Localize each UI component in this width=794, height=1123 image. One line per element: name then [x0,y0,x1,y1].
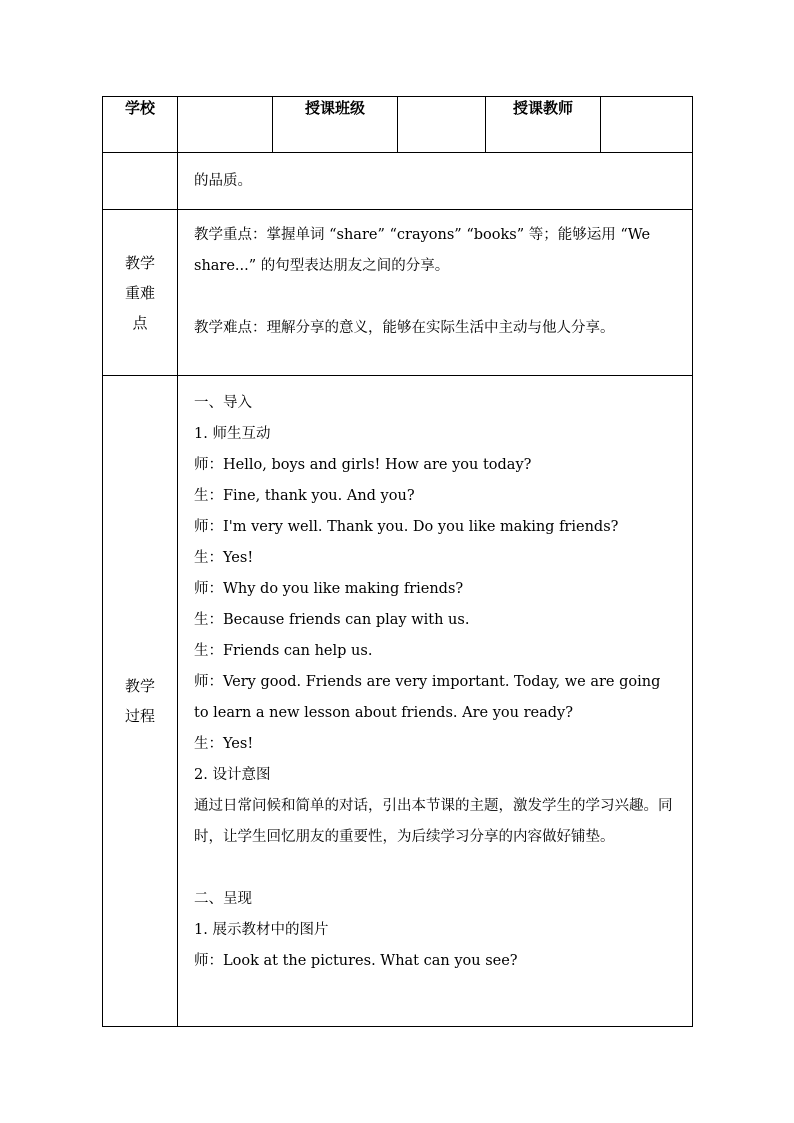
difficult-points-text: 教学难点：理解分享的意义，能够在实际生活中主动与他人分享。 [194,320,615,336]
goals-tail-text: 的品质。 [194,172,252,189]
process-row [103,376,693,1027]
teacher-value [601,97,693,153]
last-dialogue-line: 师：Look at the pictures. What can you see? [194,953,518,969]
process-label [103,376,178,1027]
dialogue-line: 生：Friends can help us. [194,643,373,659]
step2-title: 2. 设计意图 [194,767,271,783]
key-points-label-line-2: 重难 [124,283,155,302]
key-points-row [103,210,693,376]
dialogue-line: 生：Fine, thank you. And you? [194,488,415,504]
dialogue-line: 师：Very good. Friends are very important. Today, we are going to learn a new lesson about friends. Are you ready? [194,674,661,721]
key-points-label-line-1: 教学 [124,253,155,272]
header-row [103,97,693,153]
school-value [178,97,273,153]
intent-text: 通过日常问候和简单的对话，引出本节课的主题，激发学生的学习兴趣。同时，让学生回忆朋友的重要性，为后续学习分享的内容做好铺垫。 [194,798,673,845]
step3-title: 1. 展示教材中的图片 [194,922,329,938]
process-cell [178,376,693,1027]
process-label-line-1: 教学 [124,677,155,695]
key-points-text: 教学重点：掌握单词 “share” “crayons” “books” 等；能够运用 “We share...” 的句型表达朋友之间的分享。 [194,227,651,274]
key-points-label-line-3: 点 [132,313,148,332]
dialogue-line: 师：I'm very well. Thank you. Do you like making friends? [194,519,619,535]
goals-row [103,153,693,210]
class-value [398,97,486,153]
class-label: 授课班级 [273,97,398,153]
section1-title: 一、导入 [194,395,252,411]
goals-cell [178,153,693,210]
dialogue-line: 生：Because friends can play with us. [194,612,470,628]
process-label-line-2: 过程 [124,707,155,725]
dialogue-line: 师：Hello, boys and girls! How are you today? [194,457,532,473]
teacher-label: 授课教师 [486,97,601,153]
school-label: 学校 [103,97,178,153]
dialogue-line: 生：Yes! [194,736,254,752]
goals-label-cell [103,153,178,210]
spacer [194,853,678,884]
spacer [194,282,678,313]
key-points-label [103,210,178,376]
dialogue-line: 生：Yes! [194,550,254,566]
step1-title: 1. 师生互动 [194,426,271,442]
dialogue-line: 师：Why do you like making friends? [194,581,464,597]
lesson-plan-table [102,96,693,1027]
key-points-cell [178,210,693,376]
section2-title: 二、呈现 [194,891,252,907]
